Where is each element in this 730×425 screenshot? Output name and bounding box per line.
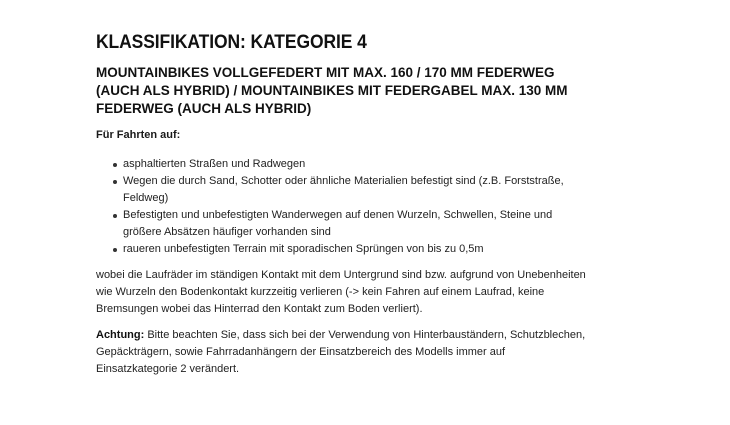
warning-note xyxy=(96,327,586,378)
contact-paragraph: wobei die Laufräder im ständigen Kontakt mit dem Untergrund sind bzw. aufgrund von Unebenheiten wie Wurzeln den Bodenkontakt kurzzeitig verlieren (-> kein Fahren auf einem Laufrad, keine Bremsungen wobei das Hinterrad den Kontakt zum Boden verliert). xyxy=(96,269,586,315)
classification-section xyxy=(96,31,616,387)
list-item: Befestigten und unbefestigten Wanderwegen auf denen Wurzeln, Schwellen, Steine und größere Absätzen häufiger vorhanden sind xyxy=(123,207,568,241)
list-item: asphaltierten Straßen und Radwegen xyxy=(123,156,568,173)
warning-label: Achtung: xyxy=(96,329,145,341)
warning-text: Bitte beachten Sie, dass sich bei der Verwendung von Hinterbauständern, Schutzblechen, Gepäckträgern, sowie Fahrradanhängern der Einsatzbereich des Modells immer auf Einsatzkategorie 2 verändert. xyxy=(96,329,586,375)
category-subtitle: MOUNTAINBIKES VOLLGEFEDERT MIT MAX. 160 / 170 MM FEDERWEG (AUCH ALS HYBRID) / MOUNTAINBIKES MIT FEDERGABEL MAX. 130 MM FEDERWEG (AUCH ALS HYBRID) xyxy=(96,65,568,116)
usage-intro: Für Fahrten auf: xyxy=(96,129,181,141)
list-item: Wegen die durch Sand, Schotter oder ähnliche Materialien befestigt sind (z.B. Forststraße, Feldweg) xyxy=(123,173,568,207)
page-title: KLASSIFIKATION: KATEGORIE 4 xyxy=(96,32,367,53)
list-item: raueren unbefestigten Terrain mit sporadischen Sprüngen von bis zu 0,5m xyxy=(123,241,568,258)
usage-list xyxy=(96,156,616,258)
